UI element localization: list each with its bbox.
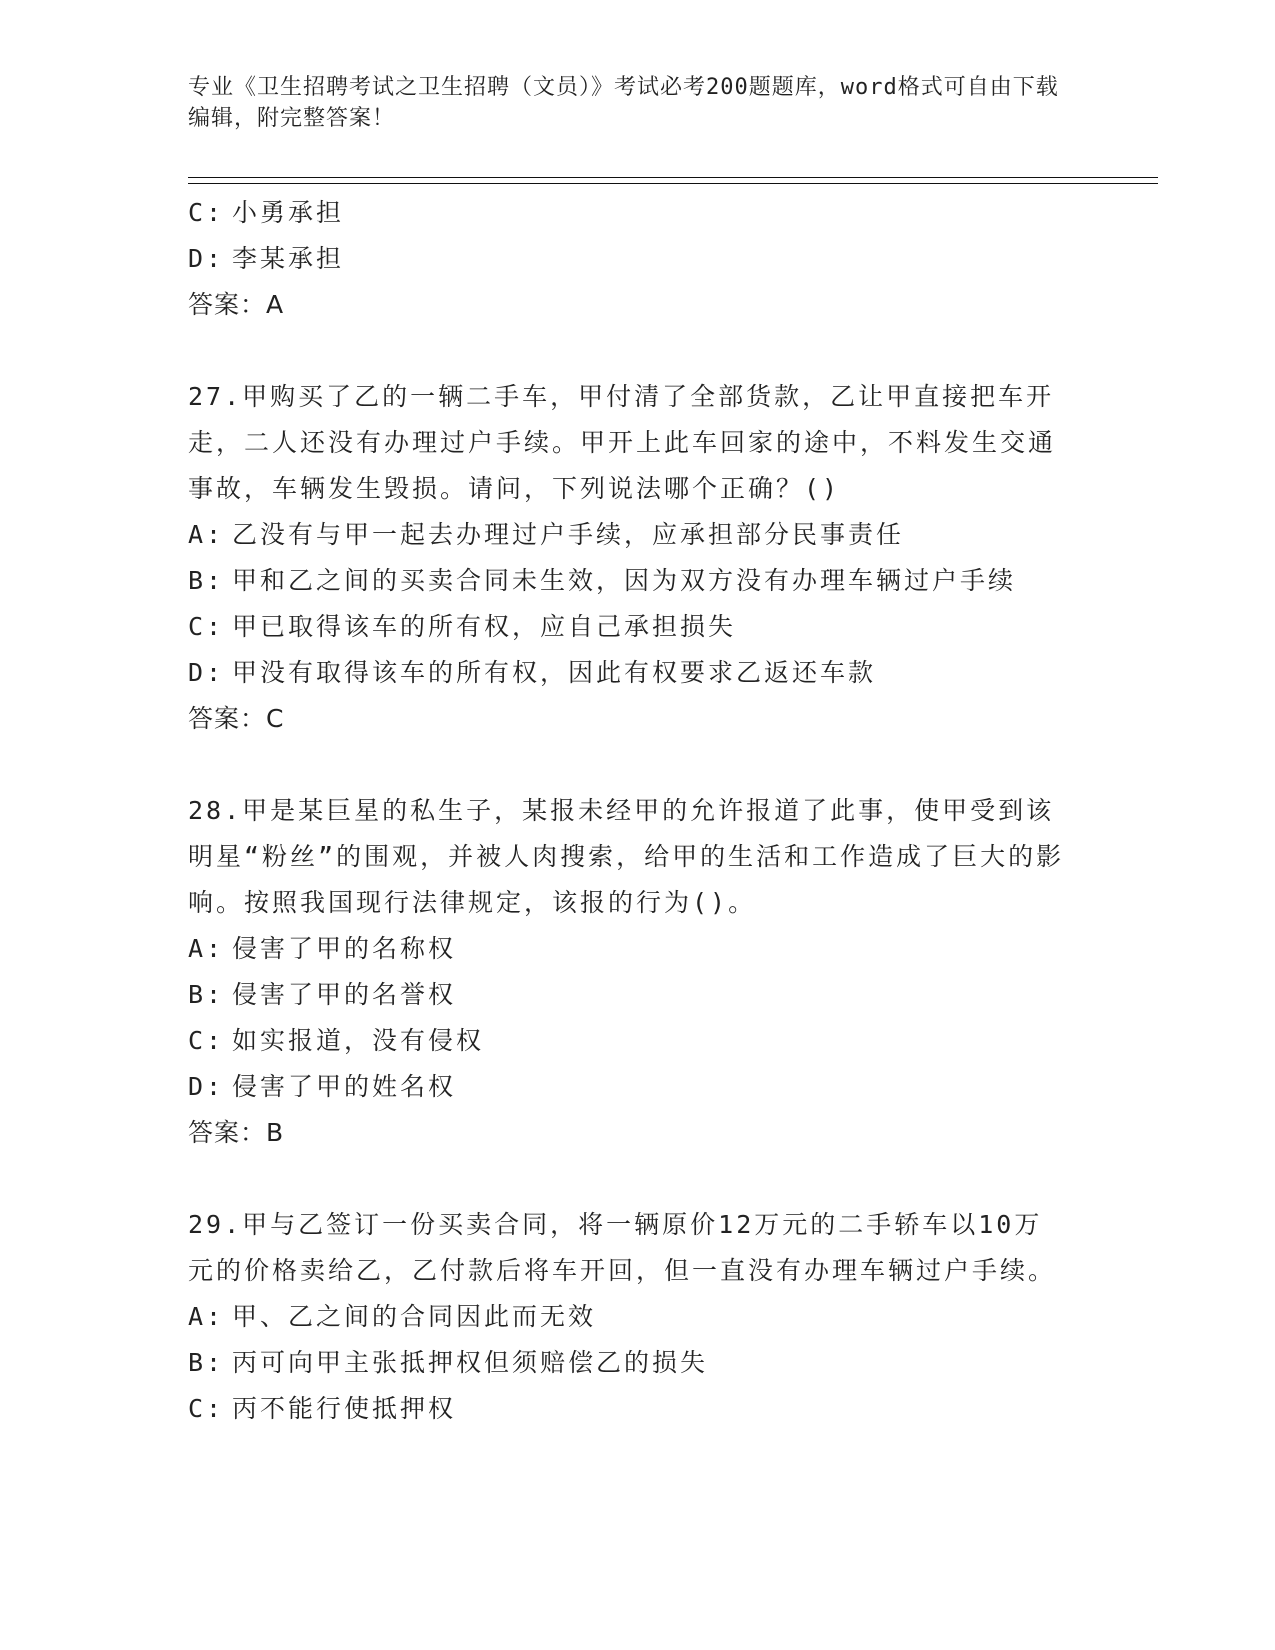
option-label: C: xyxy=(188,1026,225,1055)
option-b xyxy=(188,1340,1078,1386)
page-header: 专业《卫生招聘考试之卫生招聘（文员）》考试必考200题题库，word格式可自由下载编辑，附完整答案！ xyxy=(188,75,1059,131)
option-c xyxy=(188,1386,1078,1432)
option-label: B: xyxy=(188,566,225,595)
option-text: 甲没有取得该车的所有权，因此有权要求乙返还车款 xyxy=(232,658,877,687)
option-text: 甲、乙之间的合同因此而无效 xyxy=(232,1302,597,1331)
option-text: 小勇承担 xyxy=(232,198,345,227)
option-text: 丙可向甲主张抵押权但须赔偿乙的损失 xyxy=(232,1348,709,1377)
option-label: A: xyxy=(188,934,225,963)
option-text: 如实报道，没有侵权 xyxy=(232,1026,485,1055)
option-label: C: xyxy=(188,1394,225,1423)
question-28-text: 28.甲是某巨星的私生子，某报未经甲的允许报道了此事，使甲受到该明星“粉丝”的围观，并被人肉搜索，给甲的生活和工作造成了巨大的影响。按照我国现行法律规定，该报的行为()。 xyxy=(188,796,1065,917)
option-c xyxy=(188,604,1078,650)
option-c xyxy=(188,190,1078,236)
option-label: C: xyxy=(188,198,225,227)
question-content xyxy=(188,190,1078,1432)
header-rule-bottom xyxy=(188,183,1158,184)
option-text: 乙没有与甲一起去办理过户手续，应承担部分民事责任 xyxy=(232,520,905,549)
option-label: D: xyxy=(188,658,225,687)
answer-line: 答案：A xyxy=(188,290,285,319)
option-label: B: xyxy=(188,1348,225,1377)
option-d xyxy=(188,236,1078,282)
option-a xyxy=(188,1294,1078,1340)
question-29-text: 29.甲与乙签订一份买卖合同，将一辆原价12万元的二手轿车以10万元的价格卖给乙，乙付款后将车开回，但一直没有办理车辆过户手续。 xyxy=(188,1210,1057,1285)
option-text: 李某承担 xyxy=(232,244,345,273)
option-d xyxy=(188,1064,1078,1110)
option-text: 甲和乙之间的买卖合同未生效，因为双方没有办理车辆过户手续 xyxy=(232,566,1017,595)
option-label: C: xyxy=(188,612,225,641)
question-27-text: 27.甲购买了乙的一辆二手车，甲付清了全部货款，乙让甲直接把车开走，二人还没有办理过户手续。甲开上此车回家的途中，不料发生交通事故，车辆发生毁损。请问，下列说法哪个正确？() xyxy=(188,382,1057,503)
header-rule-top xyxy=(188,177,1158,178)
option-text: 丙不能行使抵押权 xyxy=(232,1394,457,1423)
option-a xyxy=(188,512,1078,558)
option-label: A: xyxy=(188,520,225,549)
option-text: 甲已取得该车的所有权，应自己承担损失 xyxy=(232,612,737,641)
option-text: 侵害了甲的名誉权 xyxy=(232,980,457,1009)
answer-line: 答案：B xyxy=(188,1118,285,1147)
option-text: 侵害了甲的名称权 xyxy=(232,934,457,963)
option-label: D: xyxy=(188,244,225,273)
option-b xyxy=(188,558,1078,604)
option-label: D: xyxy=(188,1072,225,1101)
option-a xyxy=(188,926,1078,972)
option-d xyxy=(188,650,1078,696)
option-label: A: xyxy=(188,1302,225,1331)
option-b xyxy=(188,972,1078,1018)
option-c xyxy=(188,1018,1078,1064)
option-label: B: xyxy=(188,980,225,1009)
option-text: 侵害了甲的姓名权 xyxy=(232,1072,457,1101)
answer-line: 答案：C xyxy=(188,704,285,733)
